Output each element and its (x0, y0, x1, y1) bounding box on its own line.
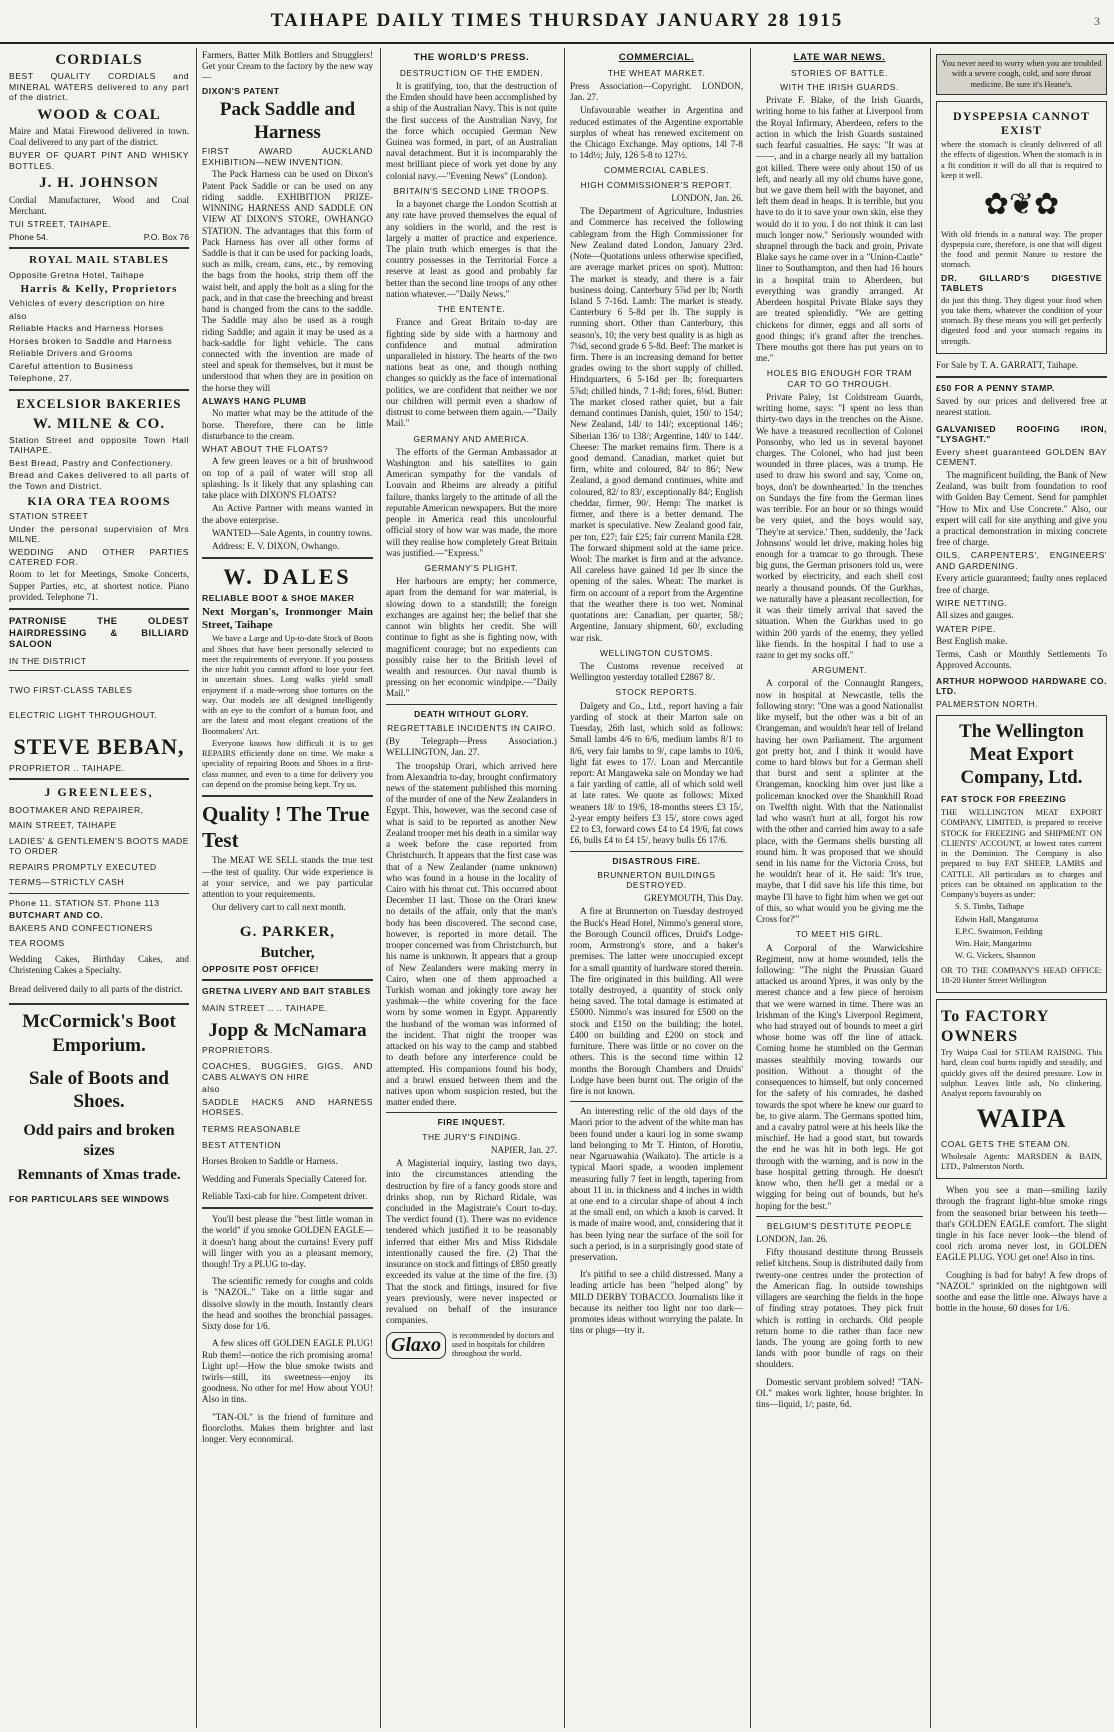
remnants: Remnants of Xmas trade. (17, 1167, 181, 1184)
greenlees-line: LADIES' & GENTLEMEN'S BOOTS MADE TO ORDER (9, 835, 189, 857)
entente-heading: THE ENTENTE. (437, 304, 506, 315)
kiaora-street: STATION STREET (9, 511, 89, 522)
meat-body: THE WELLINGTON MEAT EXPORT COMPANY, LIMITED, is prepared to receive STOCK for FREEZING and SHIPMENT ON CLIENTS' ACCOUNT, at lowest rates current in the Dominion. The Company is also prepared to buy FAT SHEEP, LAMBS and CATTLE. All particulars as to charges and prices can be obtained on application to the Company's buyers as under: (941, 808, 1102, 900)
digestive-heading: DR. GILLARD'S DIGESTIVE TABLETS (941, 272, 1102, 294)
customs-heading: WELLINGTON CUSTOMS. (600, 647, 713, 658)
divider (9, 670, 189, 671)
royal-line: Telephone, 27. (9, 373, 73, 384)
dales-heading: W. DALES (223, 564, 352, 590)
greenlees-line: REPAIRS PROMPTLY EXECUTED (9, 861, 157, 872)
oils-body: Every article guaranteed; faulty ones replaced free of charge. (936, 573, 1107, 595)
quality-heading: Quality ! The True Test (202, 802, 370, 852)
mccormick-heading: McCormick's Boot Emporium. (22, 1011, 176, 1056)
germany-america-heading: GERMANY AND AMERICA. (413, 433, 530, 444)
belgium-dateline: LONDON, Jan. 26. (756, 1234, 828, 1245)
award-text: FIRST AWARD AUCKLAND EXHIBITION—NEW INVENTION. (202, 146, 373, 167)
hc-body: The Department of Agriculture, Industries and Commerce has received the following cablegram from the High Commissioner for New Zealand dated London, January 23rd. (Note—Quotations unless otherwise specified, are average market prices on spot). Mutton: The market is steady, and there is a fair business doing. Canterbury 5⅞d per lb; North Island 5 7-16d. Lamb: The market is steady. Canterbury 6 5-8d per lb. The supply is running short. Other than Canterbury, this season's, 10; the very best quality is as high as 7⅛d, second grade 6 5-8d. Beef: The market is firm. There is an increasing demand for better grades owing to the short supply of chilled. Hindquarters, 6 5-16d per lb; forequarters 5⅞d; chilled hinds, 7 1-8d; fores, 6⅛d. Butter: The market closed rather quiet, but a fair demand continues Danish, quiet, 150/ to 154/; New Zealand, 14l/ to 14l/; exceptional 146/; Siberian 136/ to 138/; Argentine, 140/ to 144/. Cheese: The market remains firm. There is a good demand. Canadian, market quiet but firm, white and coloured, 84/ to 86/; New Zealand, a good demand continues, white and coloured, 82/ to 83/, exceptionally 84/; English cheddar, firmer, 90/. Hemp: The market is firmer, and there is a better demand. The market is speculative. New Zealand good fair, per ton, £27; fair £25; fair current Manila £28. The forward shipment sold at the same price. Wool: The market is firm and at the advance. All careless have gained 1d per lb since the opening of the sales. Wheat: The market is firm on account of a report from the Argentine that the weather there is too wet. Nominal quotations are: Canadian, per quarter, 58/; Argentine, January shipment, 60/, excluding war risk. (570, 206, 744, 643)
belgium-body: Fifty thousand destitute throng Brussels relief kitchens. Soup is distributed daily from twenty-one centres under the protection of the American flag. In outside townships villagers are searching the fields in the hope of finding stray potatoes. They pick fruit which is rotting in orchards. Old people return home to die rather than face new lands. The young are going forth to new lands with poor bundle of rags on their shoulders. (756, 1247, 923, 1370)
dales-sub-2: Next Morgan's, Ironmonger Main Street, Taihape (202, 605, 373, 631)
plight-body: Her harbours are empty; her commerce, apart from the demand for war material, is slowing down to a standstill; the foreign exchanges are against her; the belief that she cannot win blights her credit. She will continue to fight as she is fighting now, with magnificent courage; but no expedients can possibly raise her to the British level of wealth and resources. Our naval thumb is pressing on her economic windpipe.—"Daily Mail." (386, 576, 557, 699)
divider (202, 557, 373, 559)
water-heading: WATER PIPE. (936, 623, 996, 634)
johnson-phone: Phone 54. (9, 231, 49, 242)
head-office: OR TO THE COMPANY'S HEAD OFFICE: 18-20 Hunter Street Wellington (941, 965, 1102, 985)
greenlees-heading: J GREENLEES, (44, 785, 154, 800)
meet-body: A Corporal of the Warwickshire Regiment, now at home wounded, tells the following: "The night the Prussian Guard attacked us around Ypres, it was only by the merest chance and a few piece of heroism that we were warned in time. There was an Irishman of the King's Liverpool Regiment, who had strayed out of bounds to meet a girl whose home was off the line of attack. Coming home he stumbled on the German masses stealthily moving towards our position. Without a thought of the consequences to himself, but only concerned for the safety of his comrades, he dashed towards the spot where he knew our guard to be, to give alarm. The Germans spotted him, and a cavalry patrol were at his heels like the mischief. He had a good start, but towards the end he was hit in both legs. He got through with the warning, and is now in the base hospital getting through. He doesn't know who, then he'll get a medal or a wigging for being out of bounds, but he's hoping for the best." (756, 942, 923, 1211)
bread-text-2: Bread and Cakes delivered to all parts of the Town and District. (9, 470, 189, 491)
johnson-street: TUI STREET, TAIHAPE. (9, 219, 112, 230)
waipa-sub: COAL GETS THE STEAM ON. (941, 1139, 1071, 1150)
holes-body: Private Paley, 1st Coldstream Guards, writing home, says: "I spent no less than thirty-two days in the trenches on the Aisne. We have a treasured recollection of Colonel Ponsonby, who led us in several bayonet charges. The Colonel, who had just been wounded in three places, was a trump. He used to draw his sword and say, 'Come on, boys, don't be downhearted.' In the trenches on Sundays the fire from the German lines was terrible. For an hour or so things would be very quiet, and the boys would say, 'They're at service.' Then, suddenly, the 'Jack Johnsons' would let drive, making holes big enough for a tramcar to go through. These big guns, the German prisoners told us, were worked by electricity, and each shell cost nearly a thousand pounds. Of the Gurkhas, we naturally have a pleasant recollection, for it was their timely arrival that saved the situation. When the Gurkhas used to go within 200 yards of the enemy, they yelled like fiends. In the hospital I had to use a razor to get my socks off." (756, 391, 923, 660)
eagle-ad: You'll best please the "best little woman in the world" if you smoke GOLDEN EAGLE—it doesn't hang about the curtains! Every puff will linger with you as a pleasant memory, though! Try a PLUG to-day. (202, 1214, 373, 1270)
meet-heading: TO MEET HIS GIRL. (795, 929, 884, 940)
stock-heading: STOCK REPORTS. (615, 687, 698, 698)
divider (9, 389, 189, 391)
column-4 (564, 48, 748, 1728)
divider (936, 376, 1107, 378)
milne-sub: Station Street and opposite Town Hall TAIHAPE. (9, 435, 189, 456)
domestic-ad: Domestic servant problem solved! "TAN-OL" makes work lighter, house brighter. In tins—liquid, 1/; paste, 6d. (756, 1376, 923, 1410)
wood-coal-heading: WOOD & COAL (37, 106, 161, 123)
royal-line: Careful attention to Business (9, 360, 134, 371)
room-text: Room to let for Meetings, Smoke Concerts, Supper Parties, etc, at shortest notice. Piano provided. Telephone 71. (9, 569, 189, 602)
wheat-heading: THE WHEAT MARKET. (607, 67, 706, 78)
argument-body: A corporal of the Connaught Rangers, now in hospital at Newcastle, tells the following story: "One was a good Nationalist like myself, but the other was a bit of an Orangeman, and wouldn't hear tell of Ireland having her own Parliament. The argument got pretty hot, and I think it would have come to hard blows but for a German shell that burst and sent a splinter at the Orangeman, knocking him over just like a policeman knocked over the Shankhill Road on Twelfth night. With that the Nationalist lad who wasn't hurt at all, forgot his row with the other and carried him away to a safe place, with the Germans shells bursting all round him. It was proposed that we should send in his name for the Victoria Cross, but he wouldn't hear of it. He said: 'It's true, maybe, that I did save his life this time, but maybe I'll have to fight him when we get out of this, so what would you be giving me the Cross for?'" (756, 678, 923, 925)
divider (202, 795, 373, 797)
britain-body: In a bayonet charge the London Scottish at any rate have proved themselves the equal of any soldiers in the world, and the rest is largely a matter of practice and experience. The plain truth which emerges is that the country possesses in the Territorial Force a reserve at least as good and probably far better than the second line troops of any other nation whatever.—"Daily News." (386, 199, 557, 299)
holes-heading: HOLES BIG ENOUGH FOR TRAM CAR TO GO THROUGH. (766, 368, 913, 389)
belgium-heading: BELGIUM'S DESTITUTE PEOPLE (766, 1220, 913, 1231)
wedding-text: WEDDING AND OTHER PARTIES CATERED FOR. (9, 546, 189, 567)
column-2 (196, 48, 378, 1728)
meat-heading: The Wellington Meat Export Company, Ltd. (959, 721, 1084, 789)
hc-dateline: LONDON, Jan. 26. (671, 192, 743, 203)
divider (9, 893, 189, 894)
divider (9, 778, 189, 780)
sale-by: For Sale by T. A. GARRATT, Taihape. (936, 359, 1079, 370)
royal-line: Reliable Drivers and Grooms (9, 348, 133, 359)
irish-heading: WITH THE IRISH GUARDS. (780, 81, 899, 92)
greenlees-line: BOOTMAKER AND REPAIRER, (9, 804, 144, 815)
johnson-contact (9, 232, 189, 242)
greymouth-dateline: GREYMOUTH, This Day. (644, 893, 743, 904)
johnson-box: P.O. Box 76 (143, 231, 189, 242)
sale-heading: Sale of Boots and Shoes. (29, 1067, 169, 1112)
beban-sub: PROPRIETOR .. TAIHAPE. (9, 762, 125, 773)
royal-line: Horses broken to Saddle and Harness (9, 335, 173, 346)
late-war-heading: LATE WAR NEWS. (793, 52, 886, 63)
column-6 (930, 48, 1112, 1728)
agent-text: An Active Partner with means wanted in the above enterprise. (202, 503, 373, 525)
worlds-press-heading: THE WORLD'S PRESS. (413, 52, 530, 63)
tea-rooms: TEA ROOMS (9, 938, 65, 949)
delivery-text: Our delivery cart to call next month. (212, 902, 346, 913)
dyspepsia-illustration: ✿❦✿ (983, 188, 1060, 221)
quality-body: The MEAT WE SELL stands the true test—the test of quality. Our wide experience is at your service, and we pay particular attention to your requirements. (202, 855, 373, 899)
oils-heading: OILS, CARPENTERS', ENGINEERS' AND GARDENING. (936, 550, 1107, 571)
britain-heading: BRITAIN'S SECOND LINE TROOPS. (393, 185, 550, 196)
horses-broken: Horses Broken to Saddle or Harness. (202, 1156, 338, 1167)
pity-ad: It's pitiful to see a child distressed. Many a leading article has been "helped along" by MILD DERBY TOBACCO. Journalists like it because its neither too light nor too dark—promotes ideas without worrying the palate. In tins or plugs—try it. (570, 1269, 743, 1336)
always-plumb: ALWAYS HANG PLUMB (202, 395, 307, 406)
column-5 (750, 48, 928, 1728)
dixon-intro: Farmers, Batter Milk Bottlers and Strugglers! Get your Cream to the factory by the new way— (202, 50, 373, 83)
cables-heading: COMMERCIAL CABLES. (604, 165, 709, 176)
fat-stock: FAT STOCK FOR FREEZING (941, 793, 1067, 804)
column-3 (380, 48, 562, 1728)
wedding-cakes: Wedding Cakes, Birthday Cakes, and Christening Cakes a Specialty. (9, 953, 189, 975)
dixon-body-3: A few green leaves or a bit of brushwood on top of a pail of water will stop all splashing. Is it likely that any splashing can take place with DIXON'S FLOATS? (202, 456, 373, 501)
jurys-heading: THE JURY'S FINDING. (422, 1131, 521, 1142)
dales-sub: RELIABLE BOOT & SHOE MAKER (202, 593, 355, 604)
napier-body: A Magisterial inquiry, lasting two days, into the circumstances attending the destruction by fire of a fancy goods store and drinks shop, run by Richard Ridale, was concluded in the Magistrate's Court to-day. The verdict found (1). There was no evidence tendered which justified it to be reasonably inferred that either Mrs and Miss Ridsdale intentionally caused the fire. (2) That the insurance on stock and fittings of £850 greatly exceeded its value at the time of the fire. (3) That the stock and fittings, insured for five years previously, were never inspected or revalued on behalf of the insurance companies. (386, 1158, 557, 1326)
address-text: Address: E. V. DIXON, Owhango. (212, 540, 340, 551)
cairo-dateline: (By Telegraph—Press Association.) WELLINGTON, Jan. 27. (386, 736, 557, 758)
butchart-heading: BUTCHART AND CO. (9, 910, 104, 921)
cordials-heading: CORDIALS (55, 52, 143, 68)
page-number: 3 (1094, 14, 1100, 28)
pack-saddle-heading: Pack Saddle and Harness (219, 99, 356, 144)
argument-heading: ARGUMENT. (812, 665, 867, 676)
gretna-heading: GRETNA LIVERY AND BAIT STABLES (202, 986, 371, 997)
buyer: S. S. Timbs, Taihape (955, 902, 1025, 912)
proprietors: PROPRIETORS. (202, 1044, 273, 1055)
plight-heading: GERMANY'S PLIGHT. (424, 563, 519, 574)
parker-heading: G. PARKER, (239, 924, 336, 941)
funerals: Wedding and Funerals Specially Catered for. (202, 1173, 367, 1184)
two-tables: TWO FIRST-CLASS TABLES (9, 685, 133, 696)
cough-ad: You never need to worry when you are troubled with a severe cough, cold, and sore throat medicine. Be sure it's Heane's. (936, 54, 1107, 95)
best-attention: BEST ATTENTION (202, 1140, 282, 1150)
terms-reasonable: TERMS REASONABLE (202, 1123, 301, 1134)
emden-body: It is gratifying, too, that the destruction of the Emden should have been accomplished by a ship of the Australian Navy. This is not quite the first success of the Australian Navy, for the force which occupied German New Guinea was formed, in part, of an Australian naval detachment. But it is incomparably the most brilliant piece of work yet done by any colonial navy.—"Evening News" (London). (386, 80, 557, 181)
bread-text: Best Bread, Pastry and Confectionery. (9, 457, 174, 468)
coaches: COACHES, BUGGIES, GIGS, AND CABS ALWAYS ON HIRE (202, 1061, 373, 1082)
relic-body: An interesting relic of the old days of the Maori prior to the advent of the white man has been found under a kauri log in some swamp land belonging to Mr T. Hinton, of Horotiu, near Ngaruawahia (Waikato). The article is a typical Maori spade, a wooden implement measuring fully 7 feet in length, tapering from about 11 in. in thickness and 4 inches in width at one end to a circular shape of about 4 inch at the small end, on which a knob is carved. It is made of maire wood, and, considering that it has been lying near the surface of the soil for such a period, is in a surprisingly good state of preservation. (570, 1106, 743, 1263)
stamp-heading: £50 FOR A PENNY STAMP. (936, 383, 1055, 394)
royal-sub: Opposite Gretna Hotel, Taihape (9, 269, 145, 280)
floats-heading: WHAT ABOUT THE FLOATS? (202, 443, 329, 454)
cordials-text: BEST QUALITY CORDIALS and MINERAL WATERS delivered to any part of the district. (9, 71, 189, 103)
buyer: Edwin Hall, Mangaturoa (955, 914, 1039, 924)
digestive-body: do just this thing. They digest your food when you take them, whatever the condition of your stomach. By these means you will get perfectly digested food and your stomach regains its strength. (941, 295, 1102, 346)
divider (570, 1101, 743, 1102)
column-1 (4, 48, 194, 1728)
factory-body: Try Waipa Coal for STEAM RAISING. This hard, clean coal burns rapidly and steadily, and quickly gives off the desired pressure. Low in sulphur. Leaves little ash, No clinkering. Analyst reports favourably on (941, 1048, 1102, 1099)
nazol-ad: The scientific remedy for coughs and colds is "NAZOL." Take on a little sugar and dissolve slowly in the mouth. Instantly clears the head and soothes the bronchial passages. Sixty dose for 1/6. (202, 1276, 373, 1332)
electric-light: ELECTRIC LIGHT THROUGHOUT. (9, 709, 158, 720)
odd-pairs: Odd pairs and broken sizes (23, 1122, 175, 1159)
stories-heading: STORIES OF BATTLE. (790, 67, 889, 78)
royal-line: also (9, 310, 27, 321)
royal-line: Reliable Hacks and Harness Horses (9, 323, 164, 334)
hopwood-heading: ARTHUR HOPWOOD HARDWARE CO. LTD. (936, 675, 1107, 697)
brunnerton-heading: BRUNNERTON BUILDINGS DESTROYED. (597, 869, 716, 891)
phone-line: Phone 11. STATION ST. Phone 113 (9, 897, 160, 908)
harris-heading: Harris & Kelly, Proprietors (20, 283, 178, 296)
butchart-sub: BAKERS AND CONFECTIONERS (9, 922, 153, 933)
tanol-ad: "TAN-OL" is the friend of furniture and floorcloths. Makes them brighter and last longer. Very economical. (202, 1411, 373, 1445)
jopp-heading: Jopp & McNamara (208, 1020, 367, 1042)
meat-export-ad (936, 715, 1107, 993)
eagle-end-ad: When you see a man—smiling lazily through the fragrant light-blue smoke rings from the seasoned briar between his teeth—that's GOLDEN EAGLE comfort. The slight tingle in his face never look—the blend of cool rich aroma never lost, in GOLDEN EAGLE PLUG. YOU get one! Also in tins. (936, 1185, 1107, 1263)
best-english: Best English make. (936, 636, 1008, 647)
galvanised-heading: GALVANISED ROOFING IRON, "LYSAGHT." (936, 423, 1107, 445)
dixon-patent: DIXON'S PATENT (202, 85, 280, 96)
disastrous-heading: DISASTROUS FIRE. (612, 855, 701, 866)
factory-heading: To FACTORY OWNERS (941, 1008, 1049, 1045)
divider (756, 1216, 923, 1217)
also-text: also (202, 1084, 220, 1095)
hc-heading: HIGH COMMISSIONER'S REPORT. (580, 179, 733, 190)
greenlees-line: MAIN STREET, TAIHAPE (9, 820, 117, 831)
kiaora-heading: KIA ORA TEA ROOMS (27, 494, 171, 509)
napier-dateline: NAPIER, Jan. 27. (490, 1144, 557, 1155)
beban-heading: STEVE BEBAN, (13, 733, 185, 759)
dyspepsia-heading: DYSPEPSIA CANNOT EXIST (952, 108, 1091, 138)
divider (9, 608, 189, 610)
fire-inquest-heading: FIRE INQUEST. (437, 1117, 506, 1128)
coughing-ad: Coughing is bad for baby! A few drops of "NAZOL" sprinkled on the nightgown will soothe and ease the little one. Always have a bottle in the house, 60 doses for 1/6. (936, 1269, 1107, 1314)
commercial-heading: COMMERCIAL. (618, 52, 695, 63)
stock-body: Dalgety and Co., Ltd., report having a fair yarding of stock at their Marton sale on Tuesday, 26th last, which sold as follows: Small lambs 4/6 to 6/6, medium lambs 8/1 to 8/6, very fair lambs to 9/, cape lambs to 10/6, light fat ewes to 17/. Loan and Mercantile report: At Mangaweka sale on Monday we had a fair yarding of cattle, all of which sold well at late rates. We quote as follows: Mixed weaners 18/ to 19/6, 18-months steers £3 15/, 2-year empty heifers £3 15/, store cows aged £2 to £3, forward cows £4 to £4 19/6, fat cows £6, bulls £4 to £4 15/, heavy bulls £6 17/6. (570, 700, 743, 846)
terms-text: Terms, Cash or Monthly Settlements To Approved Accounts. (936, 649, 1107, 671)
waipa-agent: Wholesale Agents: MARSDEN & BAIN, LTD., Palmerston North. (941, 1151, 1102, 1171)
stamp-body: Saved by our prices and delivered free at nearest station. (936, 395, 1107, 417)
masthead (0, 0, 1114, 44)
dyspepsia-body: With old friends in a natural way. The proper dyspepsia cure, therefore, is one that will digest the food and permit Nature to restore the stomach. (941, 229, 1102, 270)
divider (202, 979, 373, 981)
masthead-title: TAIHAPE DAILY TIMES THURSDAY JANUARY 28 1915 (270, 10, 844, 31)
divider (9, 247, 189, 249)
milne-heading: W. MILNE & CO. (32, 415, 166, 432)
buyer: Wm. Hair, Mangarimu (955, 939, 1032, 949)
incidents-heading: REGRETTABLE INCIDENTS IN CAIRO. (387, 722, 556, 733)
dixon-body: The Pack Harness can be used on Dixon's Patent Pack Saddle or can be used on any riding saddle. EXHIBITION PRIZE-WINNING HARNESS AND SADDLE ON VIEW AT DIXON'S STORE, OWHANGO STATION. The advantages that this form of Pack Harness has over all other forms of Saddle is that it can be used for packing loads, such as milk, cream, cans, etc., by removing the bags from the hooks, strip them off the waist belt, and apply the bolt as a sling for the pack, and in that case the breeching and breast band is changed from the cans to the saddle. The Saddle may also be used as a rough riding Saddle; and again it may be used as a back-saddle for light vehicle. The cans connected with the invention are made of steel and speak for themselves, but it must be understood that when they are in position on the horse they will (202, 169, 373, 393)
opposite-po: OPPOSITE POST OFFICE! (202, 963, 319, 974)
taxi: Reliable Taxi-cab for hire. Competent driver. (202, 1190, 368, 1201)
greenlees-line: TERMS—STRICTLY CASH (9, 877, 125, 888)
divider (386, 1112, 557, 1113)
guaranteed: Every sheet guaranteed GOLDEN BAY CEMENT. (936, 446, 1107, 468)
dixon-body-2: No matter what may be the attitude of the horse. Therefore, there can be little disturbance to the cream. (202, 408, 373, 441)
main-street: MAIN STREET .. .. TAIHAPE. (202, 1002, 328, 1013)
saddle-hacks: SADDLE HACKS AND HARNESS HORSES. (202, 1096, 373, 1118)
glaxo-logo: Glaxo (386, 1332, 446, 1358)
buyer: E.P.C. Swainson, Feilding (955, 926, 1043, 936)
divider (202, 1207, 373, 1209)
glaxo-tagline: is recommended by doctors and used in hospitals for children throughout the world. (452, 1331, 554, 1358)
johnson-heading: J. H. JOHNSON (39, 175, 159, 192)
palmerston: PALMERSTON NORTH. (936, 698, 1039, 709)
dyspepsia-ad (936, 101, 1107, 354)
slices-ad: A few slices off GOLDEN EAGLE PLUG! Rub them!—notice the rich promising aroma! Light up!—How the blue smoke twists and twirls—still, its sweetness—enjoy its goodness. No other for me! How about YOU! Also in tins. (202, 1338, 373, 1405)
glaxo-ad (386, 1332, 557, 1358)
divider (386, 704, 557, 705)
particulars: FOR PARTICULARS SEE WINDOWS (9, 1194, 170, 1205)
wanted-text: WANTED—Sale Agents, in country towns. (212, 527, 373, 538)
buyer: W. G. Vickers, Shannon (955, 951, 1036, 961)
entente-body: France and Great Britain to-day are fighting side by side with a harmony and confidence and mutual admiration unparalleled in history. The hearts of the two nations beat as one, and though nothing changes so quickly as the face of international politics, we are confident that neither we nor our children will permit even a shadow of distrust to come between them again.—"Daily Mail." (386, 317, 557, 429)
bottles-text: BUYER OF QUART PINT AND WHISKY BOTTLES. (9, 150, 189, 171)
wheat-body: Unfavourable weather in Argentina and reduced estimates of the Argentine exportable surplus of wheat has renewed excitement on the Chicago Exchange. May options, 14l 7-8 to 14d½; July, 126 5-8 to 127½. (570, 105, 743, 161)
dales-body-2: Everyone knows how difficult it is to get REPAIRS efficiently done on time. We make a speciality of repairing Boots and Shoes in a first-class manner, and even to a time for delivery you can depend on the promise being kept. Try us. (202, 738, 373, 789)
divider (570, 851, 743, 852)
cairo-body: The troopship Orari, which arrived here from Alexandria to-day, brought confirmatory news of the statement published this morning of the murder of one of the New Zealanders in Egypt. This, however, was the second case of what is said to be reported as another New Zealand trooper met his death in a similar way a week before the case reported from Christchurch. It appears that the first case was that of a New Zealander (name unknown) who was found in a house in the locality of Cairo with his throat cut. This occurred about December 11 last. Those on the Orari knew no details of the affair, only that the man's body has been discovered. The second case, however, is reported in more detail. The trooper concerned was from Christchurch, but his name is unknown. It appears that a group of New Zealanders were making merry in Cairo, when one of them approached a Turkish woman and jokingly tore away her yashmak—the white covering for the face worn by some women in Egypt. Apparently the husband of the woman was informed of the incident. That night the trooper was attacked on his way to the camp and stabbed to death before any interference could be attempted. His companions found his body, and a brawl ensued between them and the natives upon whom suspicion rested, but the matter ended there. (386, 760, 557, 1108)
dales-body: We have a Large and Up-to-date Stock of Boots and Shoes that have been personally selected to meet the requirements of everyone. If you possess the nice habit you cannot afford to lose your feet in uncertain shoes. Long walks yield small enjoyment if a made-wrong shoe tortures on the way. Our models are all designed intelligently with an eye to the comfort of a human foot, and are the latest and most elegant creations of the Bootmakers' Art. (202, 634, 373, 736)
emden-heading: DESTRUCTION OF THE EMDEN. (399, 67, 544, 78)
cement-body: The magnificent building, the Bank of New Zealand, was built from foundation to roof with Golden Bay Cement. Send for pamphlet "How to Mix and Use Concrete." Also, our expert will call for site anything and give you a practical demonstration in mixing concrete free of charge. (936, 469, 1107, 548)
bread-daily: Bread delivered daily to all parts of the district. (9, 984, 183, 995)
excelsior-heading: EXCELSIOR BAKERIES (16, 395, 182, 411)
wire-heading: WIRE NETTING. (936, 597, 1008, 608)
royal-line: Vehicles of every description on hire (9, 298, 166, 309)
kiaora-sub: Under the personal supervision of Mrs MILNE. (9, 523, 189, 545)
johnson-sub: Cordial Manufacturer, Wood and Coal Merchant. (9, 194, 189, 216)
divider (9, 1003, 189, 1005)
in-district: IN THE DISTRICT (9, 655, 87, 666)
patronise-text: PATRONISE THE OLDEST HAIRDRESSING & BILLIARD SALOON (9, 615, 189, 650)
fire-body: A fire at Brunnerton on Tuesday destroyed the Buck's Head Hotel, Nimmo's general store, the Borough Council offices, Druid's Lodge-room, Armstrong's store, and a baker's premises. The latter were unoccupied except for a small quantity of hardware stored therein. The fire originated in this building. All were totally destroyed, a quantity of stock only being saved. The total damage is estimated at £5000. Nimmo's was insured for £500 on the stock and £150 on the building; the hotel, £400 on building and £200 on stock and furniture. There was little or no cover on the others. This is the second time within 12 months the Borough Chambers and Druids' Lodge have been burnt out. The origin of the fire is not known. (570, 906, 743, 1096)
wheat-dateline: Press Association—Copyright. LONDON, Jan. 27. (570, 80, 743, 103)
royal-heading: ROYAL MAIL STABLES (29, 254, 169, 267)
dyspepsia-sub: where the stomach is cleanly delivered of all the effects of digestion. When the stomach is in a fit condition it will do all that is required to keep it well. (941, 140, 1102, 180)
wood-text: Maire and Matai Firewood delivered in town. Coal delivered to any part of the district. (9, 126, 189, 148)
gauges: All sizes and gauges. (936, 610, 1014, 621)
irish-body: Private F. Blake, of the Irish Guards, writing home to his father at Liverpool from the Royal Infirmary, Aberdeen, refers to the action in which the Irish Guards sustained such fearful casualties. He says: "It was at ——, and in a charge nearly all my battalion got killed. There were only about 150 of us left, and nearly all my old chums have gone, but we gave them hell with the bayonet, and left them dead in heaps. It is terrible, but you have to do it to save your own skin, else they would do it to you. I do not think it can last much longer now." Seriously wounded with shrapnel through the back and groin, Private Blake says he came over in a "Union-Castle" liner to Southampton, and then had 16 hours in a hospital train to Aberdeen, but everything was grandly arranged. At Aberdeen hospital Private Blake says they are treated splendidly. "We are getting chickens for dinner, eggs and all sorts of good things; it's grand after the trenches. There mouths got there has put years on to me." (756, 95, 923, 364)
waipa-ad (936, 999, 1107, 1179)
customs-body: The Customs revenue received at Wellington yesterday totalled £2867 8/. (570, 660, 743, 683)
butcher-heading: Butcher, (260, 944, 315, 961)
germany-body: The efforts of the German Ambassador at Washington and his satellites to gain American sympathy for the vandals of Louvain and Rheims are already a pitiful failure, thanks largely to the attitude of all the reputable American newspapers. But the more people in America read this uncolourful official story of how war was made, the more will they realise how completely Great Britain was justified.—"Express." (386, 446, 557, 558)
death-heading: DEATH WITHOUT GLORY. (414, 708, 529, 719)
waipa-logo: WAIPA (976, 1104, 1067, 1134)
